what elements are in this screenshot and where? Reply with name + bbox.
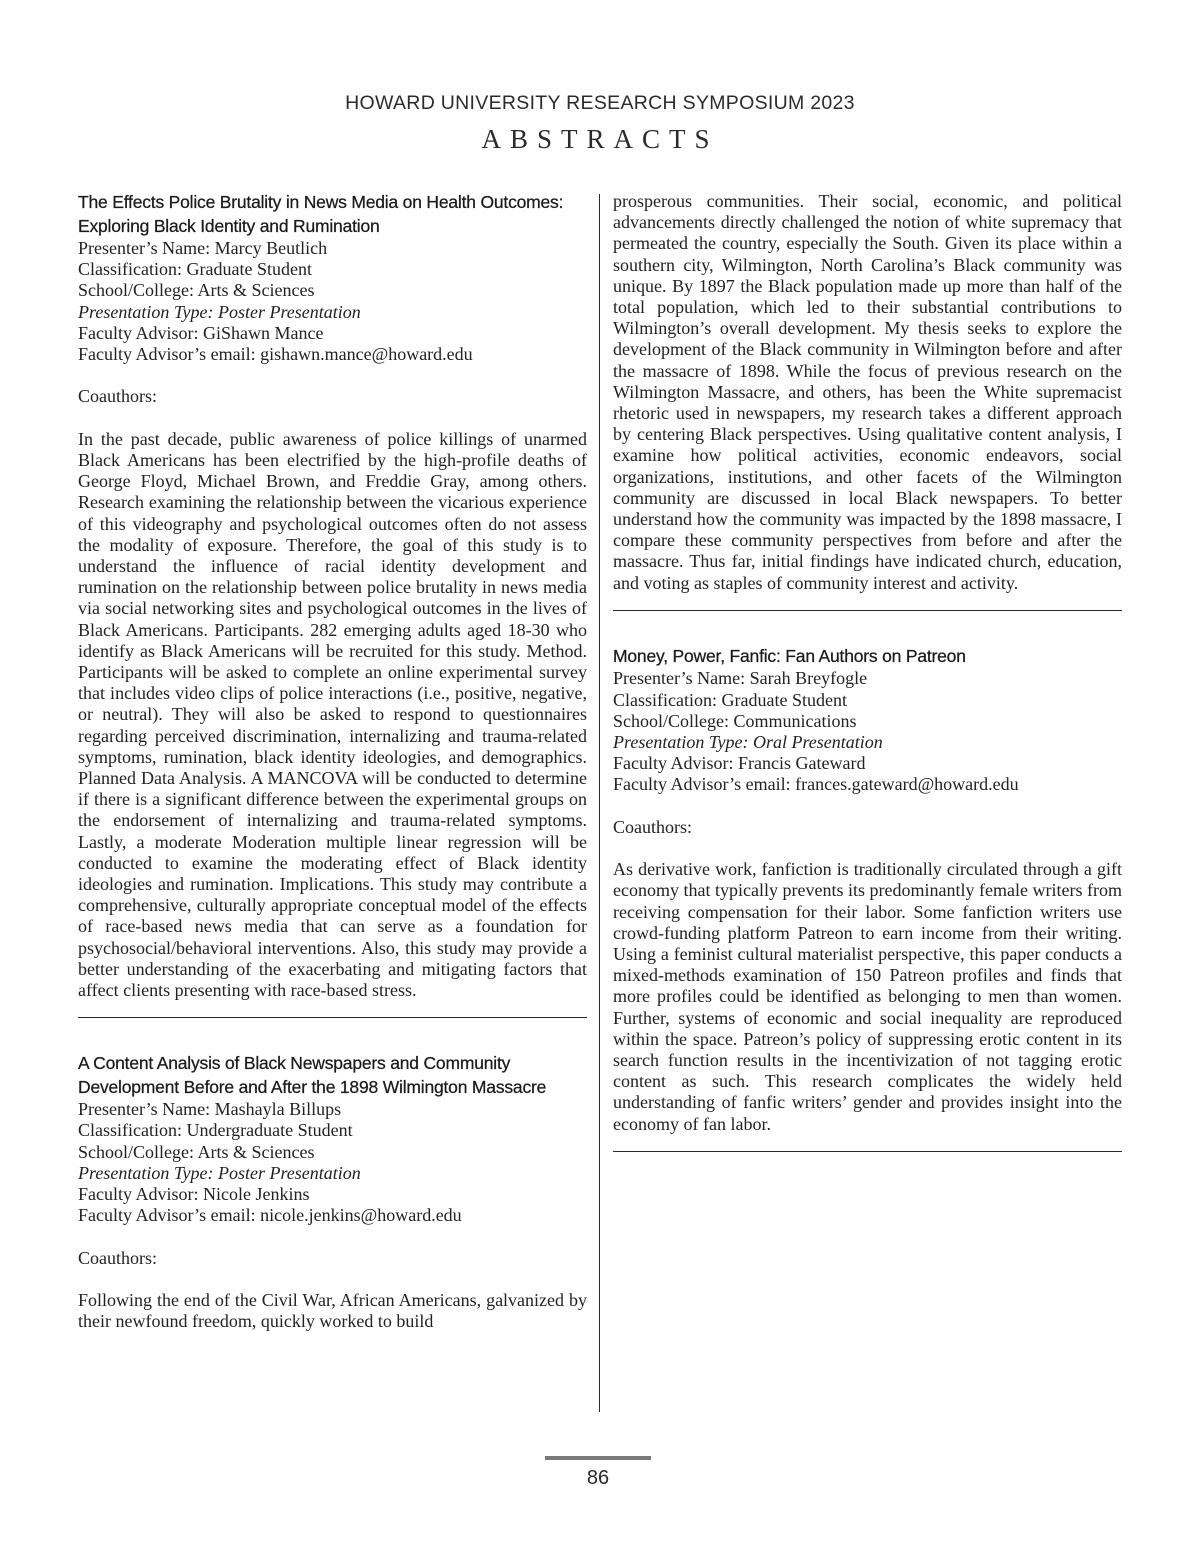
column-divider (599, 194, 600, 1412)
abstract-title: The Effects Police Brutality in News Media on Health Outcomes: Exploring Black Identity and Rumination (78, 192, 564, 236)
abstract-body: As derivative work, fanfiction is traditionally circulated through a gift economy that typically prevents its predominantly female writers from receiving compensation for their labor. Some fanfiction writers use crowd-funding platform Patreon to earn income from their writing. Using a feminist cultural materialist perspective, this paper conducts a mixed-methods examination of 150 Patreon profiles and finds that more profiles could be identified as belonging to men than women. Further, systems of economic and social inequality are reproduced within the space. Patreon’s policy of suppressing erotic content in its search function results in the incentivization of not tagging erotic content as such. This research complicates the widely held understanding of fanfic writers’ gender and provides insight into the economy of fan labor. (613, 859, 1122, 1134)
school-college: School/College: Arts & Sciences (78, 1141, 315, 1162)
section-title: ABSTRACTS (481, 124, 719, 154)
faculty-advisor: Faculty Advisor: GiShawn Mance (78, 322, 324, 343)
left-column (78, 191, 587, 1332)
abstract-body-part-1: Following the end of the Civil War, African Americans, galvanized by their newfound freedom, quickly worked to build (78, 1290, 587, 1332)
coauthors: Coauthors: (613, 816, 692, 837)
page-number: 86 (586, 1467, 610, 1489)
presenter-name: Presenter’s Name: Mashayla Billups (78, 1099, 342, 1120)
faculty-advisor-email: Faculty Advisor’s email: nicole.jenkins@howard.edu (78, 1205, 462, 1226)
abstract-title: A Content Analysis of Black Newspapers and Community Development Before and After the 1898 Wilmington Massacre (78, 1053, 547, 1097)
faculty-advisor-email: Faculty Advisor’s email: frances.gateward@howard.edu (613, 774, 1019, 795)
school-college: School/College: Communications (613, 710, 857, 731)
presentation-type: Presentation Type: Poster Presentation (78, 1162, 361, 1183)
abstract-1 (78, 191, 587, 1018)
presentation-type: Presentation Type: Poster Presentation (78, 301, 361, 322)
presenter-name: Presenter’s Name: Marcy Beutlich (78, 238, 328, 258)
symposium-header: HOWARD UNIVERSITY RESEARCH SYMPOSIUM 2023 (345, 92, 855, 114)
presenter-name: Presenter’s Name: Sarah Breyfogle (613, 668, 868, 689)
coauthors: Coauthors: (78, 1247, 157, 1268)
abstract-2 (78, 1052, 587, 1332)
abstract-title: Money, Power, Fanfic: Fan Authors on Patreon (613, 645, 966, 666)
abstract-3 (613, 645, 1122, 1152)
abstract-divider (613, 1151, 1122, 1152)
classification: Classification: Graduate Student (613, 689, 847, 710)
classification: Classification: Graduate Student (78, 259, 312, 280)
faculty-advisor-email: Faculty Advisor’s email: gishawn.mance@howard.edu (78, 344, 473, 365)
presentation-type: Presentation Type: Oral Presentation (613, 731, 883, 752)
school-college: School/College: Arts & Sciences (78, 280, 315, 301)
footer-bar (545, 1456, 651, 1460)
classification: Classification: Undergraduate Student (78, 1120, 353, 1141)
abstract-body-part-2: prosperous communities. Their social, economic, and political advancements directly challenged the notion of white supremacy that permeated the country, especially the South. Given its place within a southern city, Wilmington, North Carolina’s Black community was unique. By 1897 the Black population made up more than half of the total population, which led to their substantial contributions to Wilmington’s overall development. My thesis seeks to explore the development of the Black community in Wilmington before and after the massacre of 1898. While the focus of previous research on the Wilmington Massacre, and others, has been the White supremacist rhetoric used in newspapers, my research takes a different approach by centering Black perspectives. Using qualitative content analysis, I examine how political activities, economic endeavors, social organizations, institutions, and other facets of the Wilmington community are discussed in local Black newspapers. To better understand how the community was impacted by the 1898 massacre, I compare these community perspectives from before and after the massacre. Thus far, initial findings have indicated church, education, and voting as staples of community interest and activity. (613, 191, 1122, 593)
abstract-body: In the past decade, public awareness of police killings of unarmed Black Americans has been electrified by the high-profile deaths of George Floyd, Michael Brown, and Freddie Gray, among others. Research examining the relationship between the vicarious experience of this videography and psychological outcomes often do not assess the modality of exposure. Therefore, the goal of this study is to understand the influence of racial identity development and rumination on the relationship between police brutality in news media via social networking sites and psychological outcomes in the lives of Black Americans. Participants. 282 emerging adults aged 18-30 who identify as Black Americans will be recruited for this study. Method. Participants will be asked to complete an online experimental survey that includes video clips of police interactions (i.e., positive, negative, or neutral). They will also be asked to respond to questionnaires regarding perceived discrimination, internalizing and trauma-related symptoms, rumination, black identity ideologies, and demographics. Planned Data Analysis. A MANCOVA will be conducted to determine if there is a significant difference between the experimental groups on the endorsement of internalizing and trauma-related symptoms. Lastly, a moderate Moderation multiple linear regression will be conducted to examine the moderating effect of Black identity ideologies and rumination. Implications. This study may contribute a comprehensive, culturally appropriate conceptual model of the effects of race-based news media that can serve as a foundation for psychosocial/behavioral interventions. Also, this study may provide a better understanding of the exacerbating and mitigating factors that affect clients presenting with race-based stress. (78, 428, 587, 1001)
coauthors: Coauthors: (78, 386, 157, 407)
faculty-advisor: Faculty Advisor: Nicole Jenkins (78, 1184, 310, 1205)
right-column (613, 191, 1122, 1152)
faculty-advisor: Faculty Advisor: Francis Gateward (613, 753, 866, 774)
abstract-2-continued (613, 191, 1122, 611)
